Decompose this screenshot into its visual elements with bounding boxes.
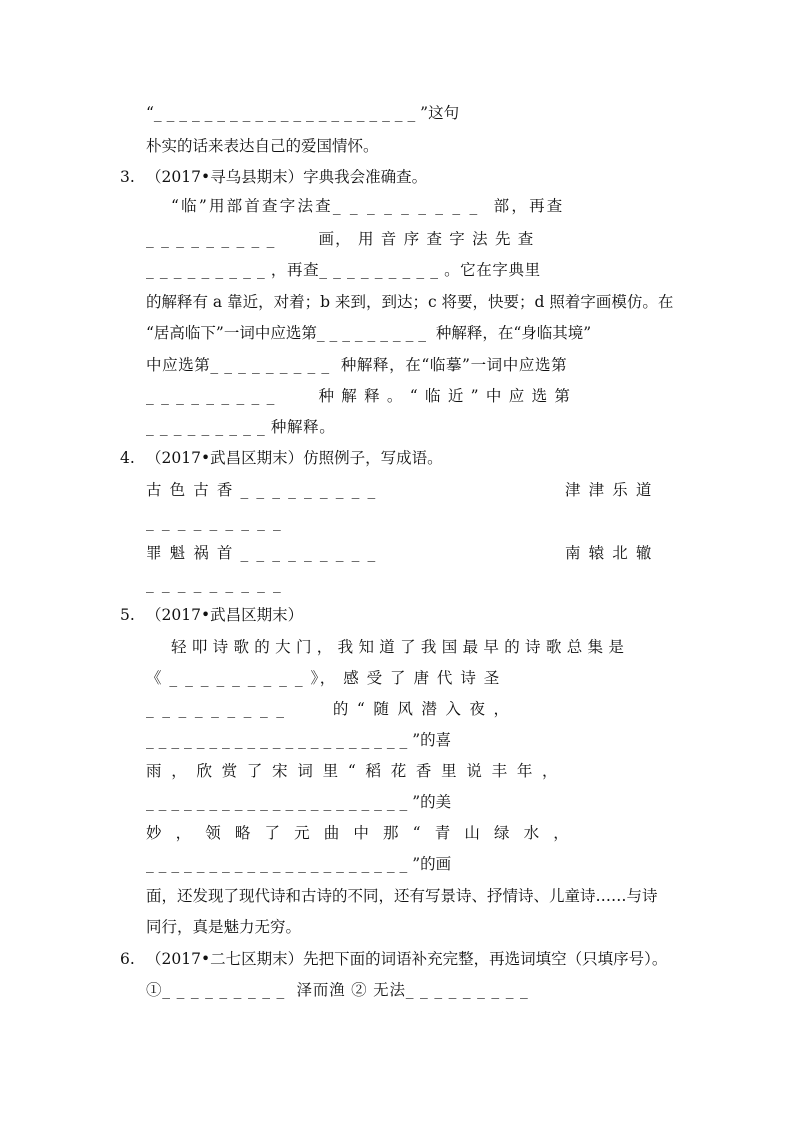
q3-line-6: 中应选第_ _ _ _ _ _ _ _ _ 种解释，在“临摹”一词中应选第 xyxy=(146,356,568,374)
q5-line-10: 同行，真是魅力无穷。 xyxy=(146,918,302,936)
question-number-3: 3. xyxy=(120,168,135,186)
q3-line-4: 的解释有 a 靠近，对着；b 来到，到达；c 将要，快要；d 照着字画模仿。在 xyxy=(146,293,674,311)
q4-blank-1: _ _ _ _ _ _ _ _ _ xyxy=(146,513,283,531)
q5-heading: （2017•武昌区期末） xyxy=(146,606,304,624)
question-number-5: 5. xyxy=(120,606,135,624)
q2-line-blank-quote: “_ _ _ _ _ _ _ _ _ _ _ _ _ _ _ _ _ _ _ _ _ ”这句 xyxy=(146,104,460,122)
q5-line-2: 《 _ _ _ _ _ _ _ _ _ 》， 感 受 了 唐 代 诗 圣 xyxy=(146,669,501,687)
q3-heading: （2017•寻乌县期末）字典我会准确查。 xyxy=(146,168,428,186)
q3-line-5: “居高临下”一词中应选第_ _ _ _ _ _ _ _ _ 种解释，在“身临其境” xyxy=(146,324,592,342)
q3-line-1: “临”用部首查字法查_ _ _ _ _ _ _ _ _ 部，再查 xyxy=(171,197,565,215)
q5-line-1: 轻 叩 诗 歌 的 大 门 ， 我 知 道 了 我 国 最 早 的 诗 歌 总 集 是 xyxy=(171,638,625,656)
q5-line-7: 妙 ， 领 略 了 元 曲 中 那 “ 青 山 绿 水 ， xyxy=(146,824,574,842)
q3-line-8: _ _ _ _ _ _ _ _ _ 种解释。 xyxy=(146,418,336,436)
q4-heading: （2017•武昌区期末）仿照例子，写成语。 xyxy=(146,449,443,467)
q5-line-5: 雨 ， 欣 赏 了 宋 词 里 “ 稻 花 香 里 说 丰 年 ， xyxy=(146,762,560,780)
q2-line-end: 朴实的话来表达自己的爱国情怀。 xyxy=(146,137,379,155)
question-number-4: 4. xyxy=(120,449,135,467)
q3-line-2: _ _ _ _ _ _ _ _ _ 画， 用 音 序 查 字 法 先 查 xyxy=(146,230,535,248)
q5-line-6: _ _ _ _ _ _ _ _ _ _ _ _ _ _ _ _ _ _ _ _ _ ”的美 xyxy=(146,793,452,811)
q5-line-8: _ _ _ _ _ _ _ _ _ _ _ _ _ _ _ _ _ _ _ _ _ ”的画 xyxy=(146,855,452,873)
q4-blank-2: _ _ _ _ _ _ _ _ _ xyxy=(146,575,283,593)
q4-item-nanyuanbeizhe: 南 辕 北 辙 xyxy=(565,544,653,562)
q6-line-1: ①_ _ _ _ _ _ _ _ _ 泽而渔 ② 无法_ _ _ _ _ _ _ _ _ xyxy=(146,981,529,999)
q4-item-jinjinledao: 津 津 乐 道 xyxy=(565,481,653,499)
q5-line-4: _ _ _ _ _ _ _ _ _ _ _ _ _ _ _ _ _ _ _ _ _ ”的喜 xyxy=(146,731,452,749)
q3-line-3: _ _ _ _ _ _ _ _ _ ，再查_ _ _ _ _ _ _ _ _ 。它在字典里 xyxy=(146,261,541,279)
q4-example-2: 罪 魁 祸 首 _ _ _ _ _ _ _ _ _ xyxy=(146,544,377,562)
q3-line-7: _ _ _ _ _ _ _ _ _ 种 解 释 。 “ 临 近 ” 中 应 选 第 xyxy=(146,387,572,405)
q4-example-1: 古 色 古 香 _ _ _ _ _ _ _ _ _ xyxy=(146,481,377,499)
q5-line-9: 面，还发现了现代诗和古诗的不同，还有写景诗、抒情诗、儿童诗……与诗 xyxy=(146,887,658,905)
q6-heading: （2017•二七区期末）先把下面的词语补充完整，再选词填空（只填序号）。 xyxy=(146,950,668,968)
question-number-6: 6. xyxy=(120,950,135,968)
q5-line-3: _ _ _ _ _ _ _ _ _ 的 “ 随 风 潜 入 夜 ， xyxy=(146,700,511,718)
